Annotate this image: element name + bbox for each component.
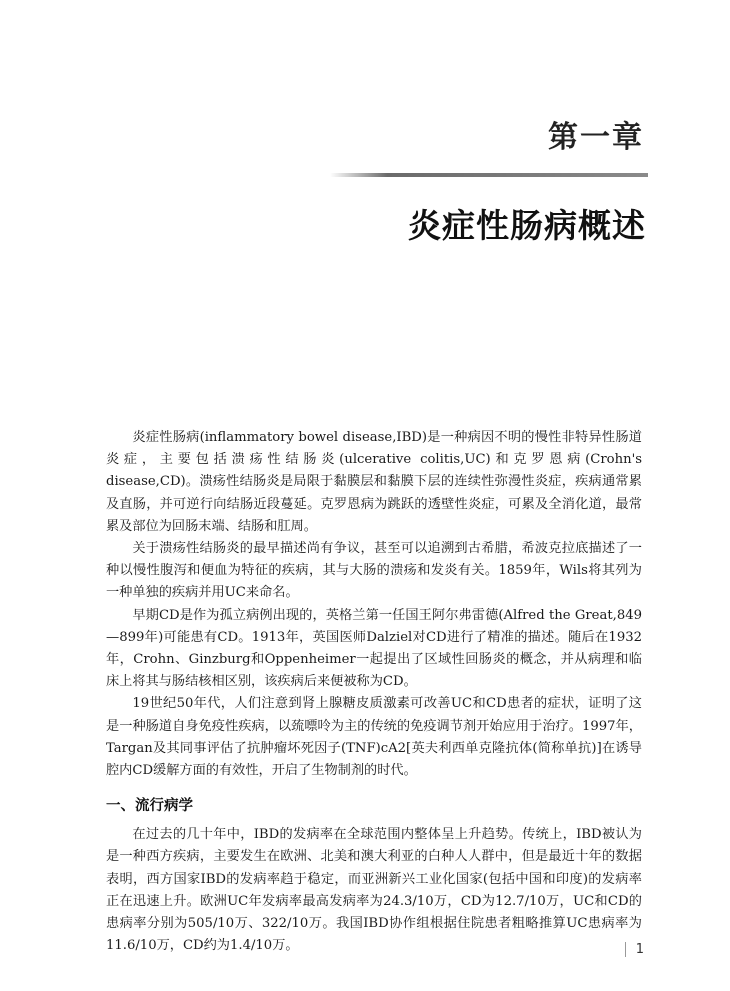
chapter-title: 炎症性肠病概述 xyxy=(408,206,646,245)
page-footer xyxy=(625,942,644,957)
section-heading-epidemiology: 一、流行病学 xyxy=(106,798,193,815)
paragraph-intro: 炎症性肠病(inflammatory bowel disease,IBD)是一种病因不明的慢性非特异性肠道炎症，主要包括溃疡性结肠炎(ulcerative colitis,UC)和克罗恩病(Crohn's disease,CD)。溃疡性结肠炎是局限于黏膜层和黏膜下层的连续性弥漫性炎症，疾病通常累及直肠，并可逆行向结肠近段蔓延。克罗恩病为跳跃的透壁性炎症，可累及全消化道，最常累及部位为回肠末端、结肠和肛周。 xyxy=(106,430,642,534)
chapter-divider xyxy=(330,173,648,177)
paragraph-uc-history: 关于溃疡性结肠炎的最早描述尚有争议，甚至可以追溯到古希腊，希波克拉底描述了一种以慢性腹泻和便血为特征的疾病，其与大肠的溃疡和发炎有关。1859年，Wils将其列为一种单独的疾病并用UC来命名。 xyxy=(106,541,642,601)
footer-divider xyxy=(625,942,626,957)
page-number: 1 xyxy=(635,942,644,957)
chapter-label: 第一章 xyxy=(548,120,644,155)
body-text xyxy=(106,427,642,957)
paragraph-cd-history: 早期CD是作为孤立病例出现的，英格兰第一任国王阿尔弗雷德(Alfred the Great,849—899年)可能患有CD。1913年，英国医师Dalziel对CD进行了精准的描述。随后在1932年，Crohn、Ginzburg和Oppenheimer一起提出了区域性回肠炎的概念，并从病理和临床上将其与肠结核相区别，该疾病后来便被称为CD。 xyxy=(106,607,642,690)
paragraph-epidemiology: 在过去的几十年中，IBD的发病率在全球范围内整体呈上升趋势。传统上，IBD被认为是一种西方疾病，主要发生在欧洲、北美和澳大利亚的白种人人群中，但是最近十年的数据表明，西方国家IBD的发病率趋于稳定，而亚洲新兴工业化国家(包括中国和印度)的发病率正在迅速上升。欧洲UC年发病率最高发病率为24.3/10万，CD为12.7/10万，UC和CD的患病率分别为505/10万、322/10万。我国IBD协作组根据住院患者粗略推算UC患病率为11.6/10万，CD约为1.4/10万。 xyxy=(106,827,642,954)
paragraph-treatment-history: 19世纪50年代，人们注意到肾上腺糖皮质激素可改善UC和CD患者的症状，证明了这是一种肠道自身免疫性疾病，以巯嘌呤为主的传统的免疫调节剂开始应用于治疗。1997年，Targan及其同事评估了抗肿瘤坏死因子(TNF)cA2[英夫利西单克隆抗体(简称单抗)]在诱导腔内CD缓解方面的有效性，开启了生物制剂的时代。 xyxy=(106,696,642,779)
